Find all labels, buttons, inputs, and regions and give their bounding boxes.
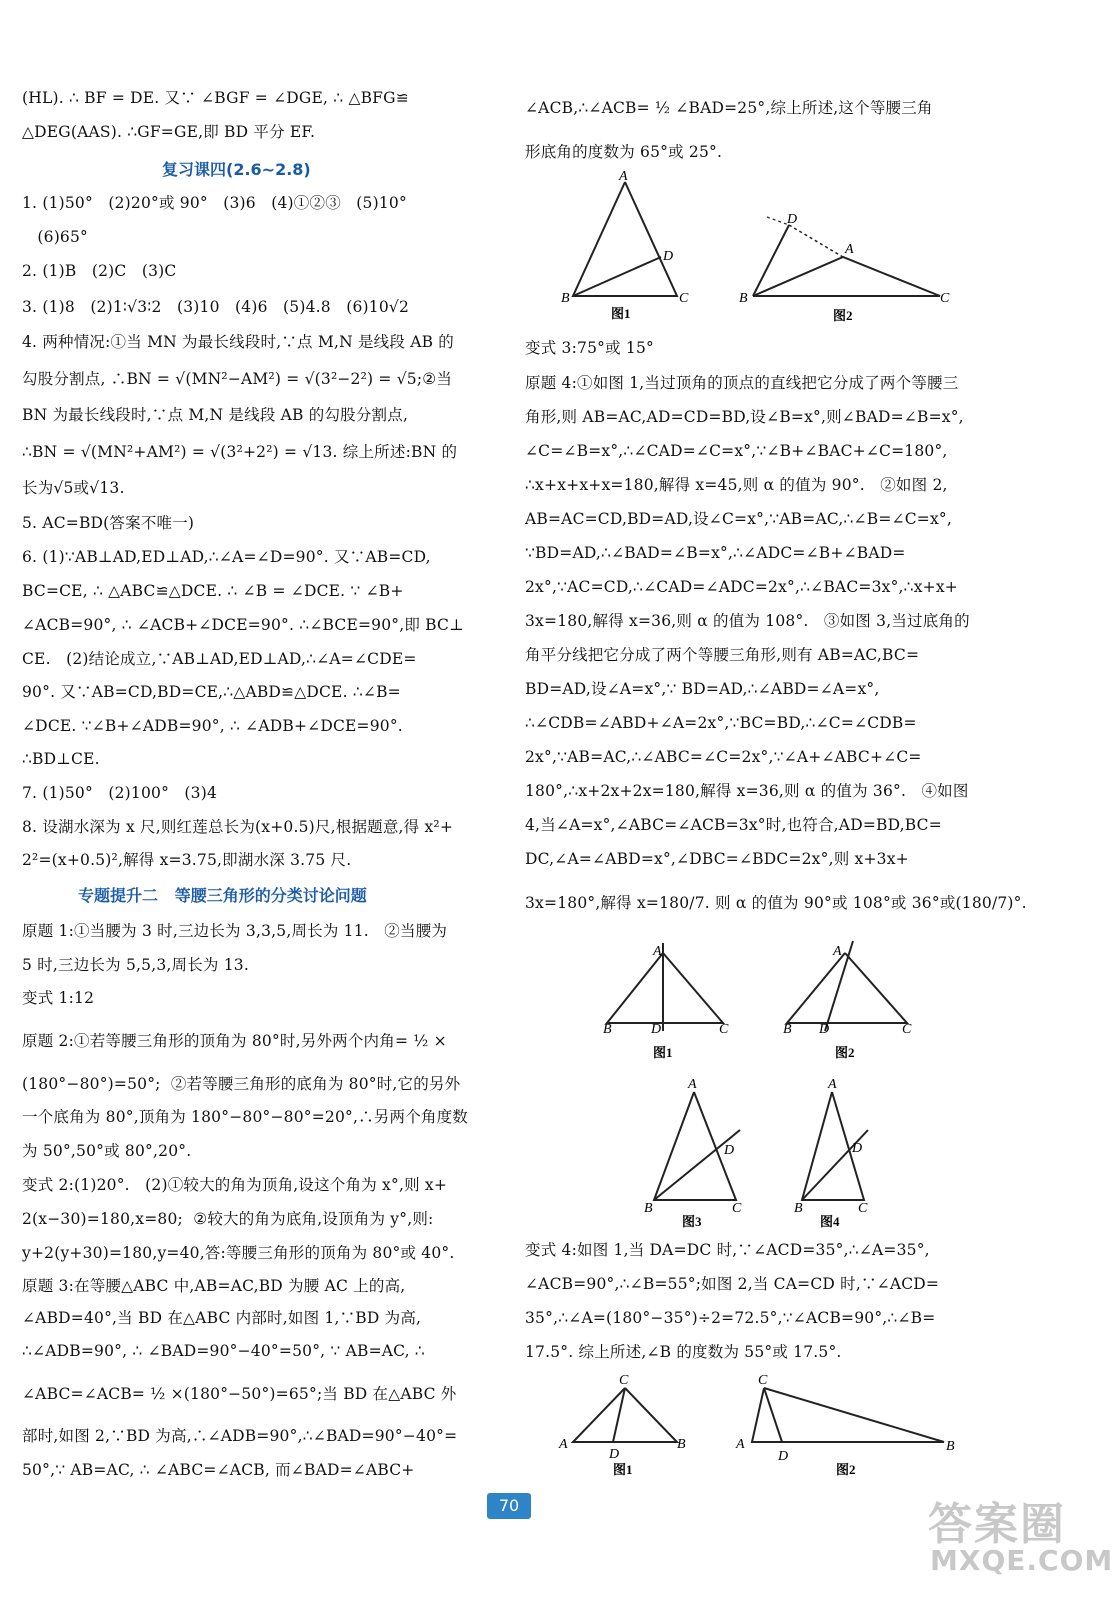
text-line: 2x°,∵AB=AC,∴∠ABC=∠C=2x°,∵∠A+∠ABC+∠C=	[525, 748, 922, 766]
text-line: △DEG(AAS). ∴GF=GE,即 BD 平分 EF.	[22, 123, 316, 141]
point-label-B: B	[739, 291, 748, 306]
text-line: 8. 设湖水深为 x 尺,则红莲总长为(x+0.5)尺,根据题意,得 x²+	[22, 818, 454, 836]
text-line: AB=AC=CD,BD=AD,设∠C=x°,∵AB=AC,∴∠B=∠C=x°,	[525, 510, 952, 528]
text-line: 变式 2:(1)20°. (2)①较大的角为顶角,设这个角为 x°,则 x+	[22, 1176, 448, 1194]
text-line: ∠ABD=40°,当 BD 在△ABC 内部时,如图 1,∵BD 为高,	[22, 1309, 422, 1327]
text-line: 3x=180,解得 x=36,则 α 的值为 108°. ③如图 3,当过底角的	[525, 612, 970, 630]
point-label-B: B	[946, 1439, 955, 1454]
text-line: 3. (1)8 (2)1∶√3∶2 (3)10 (4)6 (5)4.8 (6)10√2	[22, 298, 410, 316]
figure-caption: 图2	[833, 308, 853, 323]
figure-caption: 图1	[613, 1462, 633, 1477]
point-label-A: A	[688, 1077, 697, 1092]
watermark-logo	[918, 1488, 1114, 1588]
text-line: 35°,∴∠A=(180°−35°)÷2=72.5°,∵∠ACB=90°,∴∠B=	[525, 1309, 936, 1327]
point-label-D: D	[609, 1447, 620, 1462]
text-line: 4. 两种情况:①当 MN 为最长线段时,∵点 M,N 是线段 AB 的	[22, 333, 455, 351]
figure-caption: 图3	[682, 1214, 702, 1229]
text-line: 7. (1)50° (2)100° (3)4	[22, 784, 218, 802]
section-heading-topic: 专题提升二 等腰三角形的分类讨论问题	[78, 886, 367, 905]
figure-q4-fig1	[595, 935, 745, 1069]
text-line: 变式 3:75°或 15°	[525, 339, 654, 357]
point-label-C: C	[732, 1201, 742, 1216]
figure-caption: 图2	[836, 1462, 856, 1477]
text-line: ∠ACB,∴∠ACB= ½ ∠BAD=25°,综上所述,这个等腰三角	[525, 99, 933, 117]
text-line: 原题 2:①若等腰三角形的顶角为 80°时,另外两个内角= ½ ×	[22, 1032, 447, 1050]
figure-q3-fig1	[555, 170, 695, 329]
point-label-C: C	[902, 1022, 912, 1037]
point-label-B: B	[644, 1201, 653, 1216]
point-label-A: A	[828, 1077, 837, 1092]
text-line: 2²=(x+0.5)²,解得 x=3.75,即湖水深 3.75 尺.	[22, 851, 352, 869]
text-line: 180°,∴x+2x+2x=180,解得 x=36,则 α 的值为 36°. ④如图	[525, 782, 969, 800]
text-line: y+2(y+30)=180,y=40,答:等腰三角形的顶角为 80°或 40°.	[22, 1244, 455, 1262]
point-label-A: A	[559, 1437, 568, 1452]
figure-caption: 图1	[653, 1045, 673, 1060]
text-line: ∴BN = √(MN²+AM²) = √(3²+2²) = √13. 综上所述:BN 的	[22, 443, 458, 461]
figure-caption: 图2	[835, 1045, 855, 1060]
text-line: 50°,∵ AB=AC, ∴ ∠ABC=∠ACB, 而∠BAD=∠ABC+	[22, 1461, 415, 1479]
text-line: ∴x+x+x+x=180,解得 x=45,则 α 的值为 90°. ②如图 2,	[525, 476, 948, 494]
point-label-D: D	[819, 1022, 830, 1037]
point-label-C: C	[619, 1373, 629, 1388]
text-line: 长为√5或√13.	[22, 479, 125, 497]
point-label-B: B	[794, 1201, 803, 1216]
figure-v4-fig2	[730, 1372, 970, 1486]
text-line: ∵BD=AD,∴∠BAD=∠B=x°,∴∠ADC=∠B+∠BAD=	[525, 544, 906, 562]
text-line: 形底角的度数为 65°或 25°.	[525, 143, 723, 161]
text-line: 4,当∠A=x°,∠ABC=∠ACB=3x°时,也符合,AD=BD,BC=	[525, 816, 942, 834]
text-line: 5 时,三边长为 5,5,3,周长为 13.	[22, 956, 249, 974]
point-label-C: C	[679, 291, 689, 306]
page-number: 70	[487, 1493, 531, 1519]
text-line: 部时,如图 2,∵BD 为高,∴∠ADB=90°,∴∠BAD=90°−40°=	[22, 1427, 458, 1445]
point-label-A: A	[619, 170, 628, 184]
text-line: 6. (1)∵AB⊥AD,ED⊥AD,∴∠A=∠D=90°. 又∵AB=CD,	[22, 548, 431, 566]
text-line: 3x=180°,解得 x=180/7. 则 α 的值为 90°或 108°或 36°或(180/7)°.	[525, 894, 1027, 912]
point-label-C: C	[858, 1201, 868, 1216]
text-line: 原题 3:在等腰△ABC 中,AB=AC,BD 为腰 AC 上的高,	[22, 1277, 406, 1295]
point-label-C: C	[940, 291, 950, 306]
text-line: 17.5°. 综上所述,∠B 的度数为 55°或 17.5°.	[525, 1343, 842, 1361]
text-line: 勾股分割点, ∴BN = √(MN²−AM²) = √(3²−2²) = √5;②当	[22, 370, 453, 388]
figure-q4-fig4	[788, 1072, 898, 1236]
point-label-D: D	[778, 1449, 789, 1464]
text-line: BC=CE, ∴ △ABC≌△DCE. ∴ ∠B = ∠DCE. ∵ ∠B+	[22, 582, 404, 600]
text-line: 一个底角为 80°,顶角为 180°−80°−80°=20°,∴另两个角度数	[22, 1108, 468, 1126]
figure-caption: 图4	[820, 1214, 840, 1229]
figure-v4-fig1	[555, 1372, 705, 1486]
text-line: (6)65°	[22, 228, 89, 246]
figure-q4-fig3	[638, 1072, 758, 1236]
text-line: (HL). ∴ BF = DE. 又∵ ∠BGF = ∠DGE, ∴ △BFG≌	[22, 89, 409, 107]
figure-q4-fig2	[775, 935, 925, 1069]
watermark-text-en: MXQE.COM	[930, 1544, 1114, 1577]
point-label-D: D	[787, 212, 798, 227]
point-label-D: D	[852, 1141, 863, 1156]
point-label-C: C	[719, 1022, 729, 1037]
point-label-B: B	[677, 1437, 686, 1452]
point-label-A: A	[845, 242, 854, 257]
text-line: 变式 1:12	[22, 989, 95, 1007]
text-line: ∴∠CDB=∠ABD+∠A=2x°,∵BC=BD,∴∠C=∠CDB=	[525, 714, 917, 732]
text-line: 2x°,∵AC=CD,∴∠CAD=∠ADC=2x°,∴∠BAC=3x°,∴x+x+	[525, 578, 958, 596]
text-line: 原题 1:①当腰为 3 时,三边长为 3,3,5,周长为 11. ②当腰为	[22, 922, 448, 940]
text-line: 5. AC=BD(答案不唯一)	[22, 514, 195, 532]
text-line: 变式 4:如图 1,当 DA=DC 时,∵∠ACD=35°,∴∠A=35°,	[525, 1241, 930, 1259]
text-line: BD=AD,设∠A=x°,∵ BD=AD,∴∠ABD=∠A=x°,	[525, 680, 880, 698]
watermark-text-cn: 答案圈	[928, 1499, 1066, 1550]
text-line: 90°. 又∵AB=CD,BD=CE,∴△ABD≌△DCE. ∴∠B=	[22, 683, 401, 701]
point-label-D: D	[663, 249, 674, 264]
point-label-C: C	[758, 1373, 768, 1388]
text-line: CE. (2)结论成立,∵AB⊥AD,ED⊥AD,∴∠A=∠CDE=	[22, 650, 417, 668]
text-line: ∴∠ADB=90°, ∴ ∠BAD=90°−40°=50°, ∵ AB=AC, ∴	[22, 1342, 425, 1360]
text-line: ∠ACB=90°, ∴ ∠ACB+∠DCE=90°. ∴∠BCE=90°,即 BC⊥	[22, 616, 464, 634]
text-line: 角形,则 AB=AC,AD=CD=BD,设∠B=x°,则∠BAD=∠B=x°,	[525, 408, 964, 426]
point-label-B: B	[783, 1022, 792, 1037]
point-label-A: A	[736, 1437, 745, 1452]
point-label-D: D	[651, 1022, 662, 1037]
text-line: ∠ABC=∠ACB= ½ ×(180°−50°)=65°;当 BD 在△ABC 外	[22, 1385, 457, 1403]
text-line: ∠ACB=90°,∴∠B=55°;如图 2,当 CA=CD 时,∵∠ACD=	[525, 1275, 940, 1293]
text-line: ∴BD⊥CE.	[22, 750, 100, 768]
point-label-D: D	[724, 1143, 735, 1158]
text-line: 2(x−30)=180,x=80; ②较大的角为底角,设顶角为 y°,则:	[22, 1210, 434, 1228]
text-line: 角平分线把它分成了两个等腰三角形,则有 AB=AC,BC=	[525, 646, 920, 664]
point-label-A: A	[833, 944, 842, 959]
text-line: 为 50°,50°或 80°,20°.	[22, 1142, 192, 1160]
text-line: (180°−80°)=50°; ②若等腰三角形的底角为 80°时,它的另外	[22, 1075, 461, 1093]
text-line: ∠DCE. ∵∠B+∠ADB=90°, ∴ ∠ADB+∠DCE=90°.	[22, 717, 403, 735]
text-line: 原题 4:①如图 1,当过顶角的顶点的直线把它分成了两个等腰三	[525, 374, 959, 392]
text-line: 1. (1)50° (2)20°或 90° (3)6 (4)①②③ (5)10°	[22, 194, 407, 212]
text-line: ∠C=∠B=x°,∴∠CAD=∠C=x°,∵∠B+∠BAC+∠C=180°,	[525, 442, 948, 460]
text-line: 2. (1)B (2)C (3)C	[22, 262, 177, 280]
text-line: DC,∠A=∠ABD=x°,∠DBC=∠BDC=2x°,则 x+3x+	[525, 850, 909, 868]
point-label-B: B	[603, 1022, 612, 1037]
figure-caption: 图1	[611, 306, 631, 321]
point-label-B: B	[561, 291, 570, 306]
text-line: BN 为最长线段时,∵点 M,N 是线段 AB 的勾股分割点,	[22, 406, 409, 424]
point-label-A: A	[653, 944, 662, 959]
figure-q3-fig2	[735, 205, 965, 329]
section-heading-review: 复习课四(2.6~2.8)	[162, 160, 311, 179]
